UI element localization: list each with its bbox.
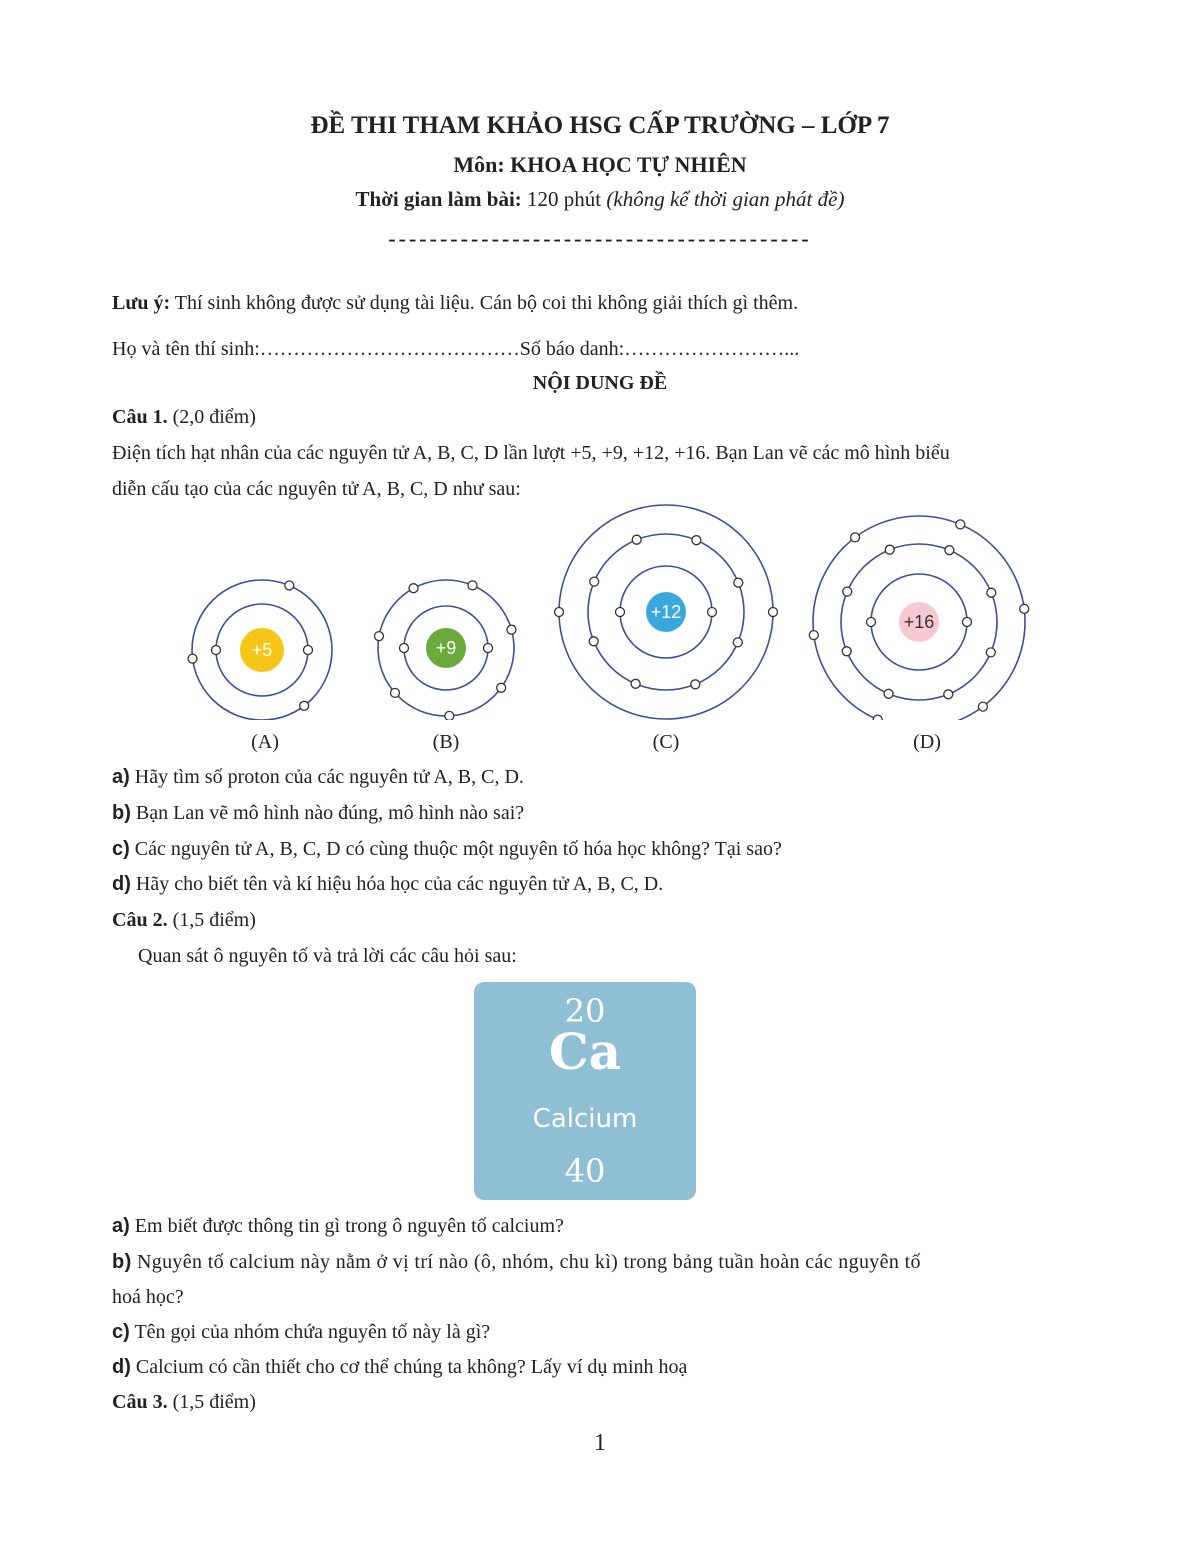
electron [884, 689, 893, 698]
electron [733, 638, 742, 647]
electron [809, 631, 818, 640]
q1-part-a [112, 766, 524, 789]
subject-line [0, 152, 1200, 178]
time-value: 120 phút [527, 187, 602, 211]
page-number: 1 [594, 1430, 606, 1456]
atom-label-b: (B) [432, 731, 460, 753]
separator: ----------------------------------------- [388, 226, 812, 251]
q1-part-a-letter: a) [112, 766, 130, 788]
q2-part-b-cont: hoá học? [112, 1286, 184, 1308]
q2-part-a-letter: a) [112, 1215, 130, 1237]
electron [963, 618, 972, 627]
note-line [112, 292, 798, 315]
electron [851, 533, 860, 542]
section-title: NỘI DUNG ĐỀ [532, 372, 668, 394]
q1-part-b-text: Bạn Lan vẽ mô hình nào đúng, mô hình nào sai? [135, 802, 525, 824]
electron [589, 637, 598, 646]
electron [843, 587, 852, 596]
electron [987, 588, 996, 597]
electron [873, 715, 882, 720]
q2-part-b-letter: b) [112, 1251, 132, 1273]
atom-label-c: (C) [652, 731, 680, 753]
electron [945, 546, 954, 555]
atom-label-d: (D) [913, 731, 941, 753]
electron [734, 578, 743, 587]
q2-part-a [112, 1215, 564, 1238]
electron [978, 702, 987, 711]
element-tile-calcium [474, 982, 696, 1200]
q1-part-d [112, 873, 663, 896]
candidate-line: Họ và tên thí sinh:…………………………………Số báo danh:……………………... [112, 338, 800, 360]
q2-part-d-text: Calcium có cần thiết cho cơ thể chúng ta không? Lấy ví dụ minh hoạ [135, 1356, 688, 1378]
electron [555, 608, 564, 617]
element-name: Calcium [532, 1104, 638, 1134]
q1-text-line2: diễn cấu tạo của các nguyên tử A, B, C, D như sau: [112, 478, 521, 500]
electron [590, 577, 599, 586]
electron [468, 581, 477, 590]
element-atomic-number: 20 [564, 992, 606, 1030]
time-note: (không kể thời gian phát đề) [606, 187, 845, 211]
time-label: Thời gian làm bài: [355, 187, 522, 211]
electron [484, 644, 493, 653]
electron [631, 679, 640, 688]
note-text: Thí sinh không được sử dụng tài liệu. Cán bộ coi thi không giải thích gì thêm. [174, 292, 799, 314]
q1-part-d-text: Hãy cho biết tên và kí hiệu hóa học của các nguyên tử A, B, C, D. [135, 873, 664, 895]
q1-heading [112, 406, 256, 429]
q2-heading [112, 909, 256, 932]
electron [769, 608, 778, 617]
atom-label-a: (A) [251, 731, 279, 753]
electron [445, 711, 454, 720]
q1-text-line1: Điện tích hạt nhân của các nguyên tử A, B, C, D lần lượt +5, +9, +12, +16. Bạn Lan vẽ các mô hình biểu [112, 442, 950, 464]
electron [692, 536, 701, 545]
electron [300, 701, 309, 710]
electron [986, 648, 995, 657]
nucleus-charge: +16 [903, 612, 935, 632]
electron [507, 625, 516, 634]
electron [285, 581, 294, 590]
q2-part-c-letter: c) [112, 1321, 130, 1343]
electron [956, 520, 965, 529]
q1-part-b [112, 802, 524, 825]
electron [842, 647, 851, 656]
q1-part-c-text: Các nguyên tử A, B, C, D có cùng thuộc một nguyên tố hóa học không? Tại sao? [134, 838, 782, 860]
q2-part-b [112, 1251, 921, 1274]
q2-part-d-letter: d) [112, 1356, 131, 1378]
note-label: Lưu ý: [112, 292, 171, 314]
electron [632, 535, 641, 544]
q1-part-a-text: Hãy tìm số proton của các nguyên tử A, B, C, D. [134, 766, 524, 788]
electron [375, 632, 384, 641]
atom-models-figure [0, 500, 1200, 720]
q2-points: (1,5 điểm) [172, 909, 256, 931]
nucleus-charge: +9 [435, 638, 457, 658]
q1-points: (2,0 điểm) [172, 406, 256, 428]
electron [304, 646, 313, 655]
q1-part-b-letter: b) [112, 802, 131, 824]
electron [188, 654, 197, 663]
electron [616, 608, 625, 617]
electron [391, 688, 400, 697]
electron [885, 545, 894, 554]
q2-part-c-text: Tên gọi của nhóm chứa nguyên tố này là gì? [134, 1321, 491, 1343]
q1-part-c [112, 838, 782, 861]
electron [708, 608, 717, 617]
element-mass: 40 [564, 1152, 606, 1190]
q3-label: Câu 3. [112, 1391, 168, 1413]
q3-points: (1,5 điểm) [172, 1391, 256, 1413]
electron [400, 644, 409, 653]
electron [497, 683, 506, 692]
electron [212, 646, 221, 655]
nucleus-charge: +12 [650, 602, 682, 622]
exam-title: ĐỀ THI THAM KHẢO HSG CẤP TRƯỜNG – LỚP 7 [310, 112, 890, 139]
electron [409, 584, 418, 593]
electron [691, 680, 700, 689]
subject-name: KHOA HỌC TỰ NHIÊN [510, 152, 747, 177]
electron [867, 618, 876, 627]
q2-intro: Quan sát ô nguyên tố và trả lời các câu hỏi sau: [138, 945, 517, 967]
q1-part-c-letter: c) [112, 838, 130, 860]
q2-part-b-text: Nguyên tố calcium này nằm ở vị trí nào (ô, nhóm, chu kì) trong bảng tuần hoàn các nguyên tố [136, 1251, 921, 1273]
q1-label: Câu 1. [112, 406, 168, 428]
electron [944, 690, 953, 699]
subject-label: Môn: [453, 152, 505, 177]
q2-part-c [112, 1321, 490, 1344]
q2-label: Câu 2. [112, 909, 168, 931]
time-line [0, 187, 1200, 212]
nucleus-charge: +5 [251, 640, 273, 660]
element-symbol: Ca [548, 1022, 622, 1081]
q2-part-a-text: Em biết được thông tin gì trong ô nguyên tố calcium? [134, 1215, 564, 1237]
q1-part-d-letter: d) [112, 873, 131, 895]
electron [1020, 604, 1029, 613]
q3-heading [112, 1391, 256, 1414]
q2-part-d [112, 1356, 687, 1379]
